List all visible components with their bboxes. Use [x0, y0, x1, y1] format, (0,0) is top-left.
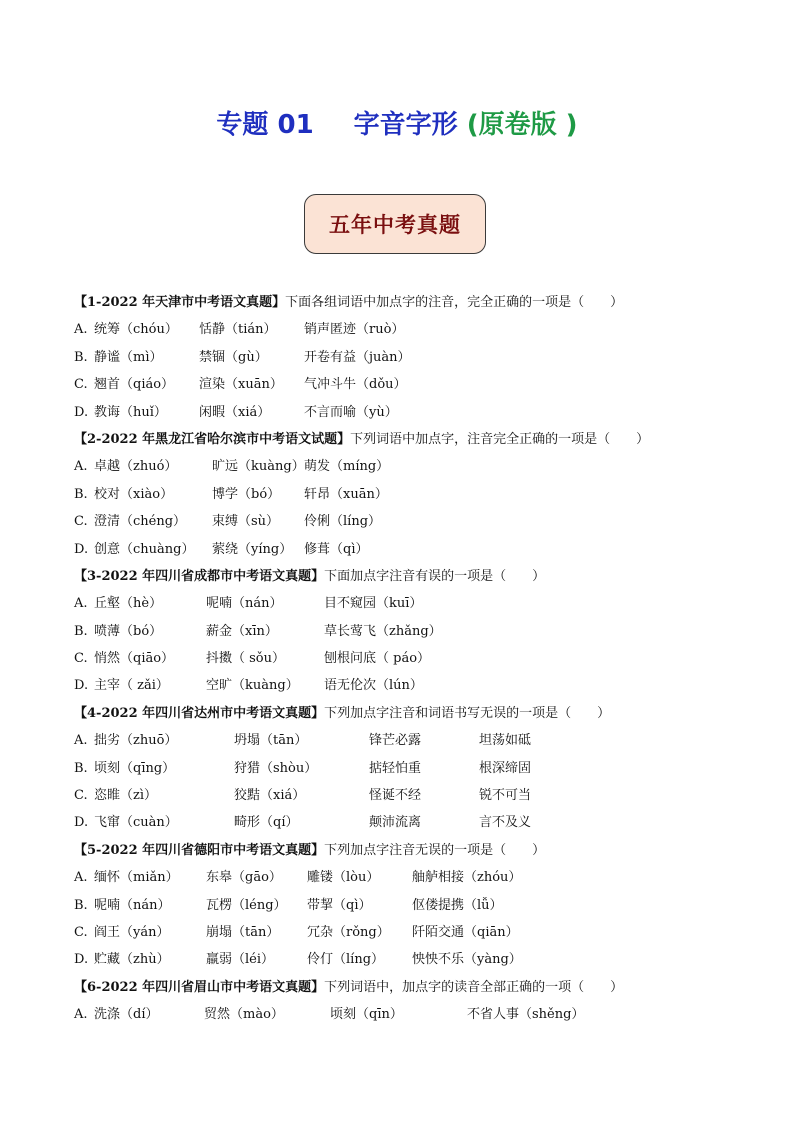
option-letter: D.: [74, 404, 89, 420]
question-list: [74, 289, 754, 1029]
question-stem: 下列加点字注音和词语书写无误的一项是（ ）: [324, 705, 611, 721]
option-term: 掂轻怕重: [369, 760, 422, 776]
option-term: 瓦楞（léng）: [206, 897, 287, 913]
option-letter: C.: [74, 651, 88, 667]
option-term: 教诲（huǐ）: [94, 404, 167, 420]
option-term: 旷远（kuàng）: [212, 459, 305, 475]
option-term: 伶仃（líng）: [307, 952, 385, 968]
option-term: 草长莺飞（zhǎng）: [324, 623, 442, 639]
question-source: 【3-2022 年四川省成都市中考语文真题】: [74, 568, 325, 584]
question-stem: 下列词语中加点字，注音完全正确的一项是（ ）: [350, 431, 650, 447]
option-term: 锐不可当: [479, 788, 532, 804]
option-term: 静谧（mì）: [94, 349, 163, 365]
question-source: 【5-2022 年四川省德阳市中考语文真题】: [74, 842, 325, 858]
option-term: 顷刻（qīn）: [330, 1007, 403, 1023]
option-term: 畸形（qí）: [234, 815, 299, 831]
option-term: 根深缔固: [479, 760, 532, 776]
option-term: 翘首（qiáo）: [94, 377, 175, 393]
option-term: 校对（xiào）: [94, 486, 174, 502]
answer-option[interactable]: [74, 755, 754, 782]
answer-option[interactable]: [74, 590, 754, 617]
option-term: 渲染（xuān）: [199, 377, 283, 393]
answer-option[interactable]: [74, 481, 754, 508]
option-term: 澄清（chéng）: [94, 514, 187, 530]
option-term: 恬静（tián）: [199, 322, 277, 338]
option-term: 冗杂（rǒng）: [307, 924, 390, 940]
option-letter: C.: [74, 377, 88, 393]
answer-option[interactable]: [74, 371, 754, 398]
option-term: 羸弱（léi）: [206, 952, 275, 968]
option-letter: A.: [74, 459, 88, 475]
option-term: 销声匿迹（ruò）: [304, 322, 405, 338]
option-term: 坦荡如砥: [479, 733, 532, 749]
option-letter: D.: [74, 678, 89, 694]
option-term: 薪金（xīn）: [206, 623, 278, 639]
answer-option[interactable]: [74, 1001, 754, 1028]
option-term: 东皋（gāo）: [206, 870, 282, 886]
option-term: 抖擞（ sǒu）: [206, 651, 286, 667]
answer-option[interactable]: [74, 453, 754, 480]
option-letter: B.: [74, 760, 88, 776]
option-term: 修葺（qì）: [304, 541, 369, 557]
option-term: 阎王（yán）: [94, 924, 170, 940]
question-source: 【6-2022 年四川省眉山市中考语文真题】: [74, 979, 325, 995]
section-badge: 五年中考真题: [304, 194, 486, 254]
answer-option[interactable]: [74, 316, 754, 343]
option-term: 轩昂（xuān）: [304, 486, 388, 502]
option-term: 束缚（sù）: [212, 514, 280, 530]
option-letter: D.: [74, 541, 89, 557]
option-term: 伛偻提携（lǚ）: [412, 897, 503, 913]
option-term: 雕镂（lòu）: [307, 870, 380, 886]
option-term: 闲暇（xiá）: [199, 404, 271, 420]
option-term: 目不窥园（kuī）: [324, 596, 423, 612]
answer-option[interactable]: [74, 344, 754, 371]
answer-option[interactable]: [74, 399, 754, 426]
question-header: [74, 974, 754, 1001]
answer-option[interactable]: [74, 508, 754, 535]
option-term: 崩塌（tān）: [206, 924, 280, 940]
option-term: 主宰（ zǎi）: [94, 678, 169, 694]
option-term: 坍塌（tān）: [234, 733, 308, 749]
option-term: 贮藏（zhù）: [94, 952, 170, 968]
option-term: 恣睢（zì）: [94, 788, 158, 804]
option-term: 空旷（kuàng）: [206, 678, 299, 694]
option-letter: A.: [74, 322, 88, 338]
option-term: 飞窜（cuàn）: [94, 815, 178, 831]
option-letter: A.: [74, 870, 88, 886]
option-term: 呢喃（nán）: [94, 897, 171, 913]
option-term: 狩猎（shòu）: [234, 760, 318, 776]
page-title: [0, 104, 794, 141]
option-letter: D.: [74, 952, 89, 968]
question-source: 【4-2022 年四川省达州市中考语文真题】: [74, 705, 325, 721]
title-part1: 专题 01: [216, 110, 314, 140]
option-letter: A.: [74, 1007, 88, 1023]
title-part3: (原卷版 ): [466, 110, 578, 140]
option-letter: C.: [74, 924, 88, 940]
option-term: 舳舻相接（zhóu）: [412, 870, 522, 886]
option-term: 禁锢（gù）: [199, 349, 268, 365]
option-term: 狡黠（xiá）: [234, 788, 306, 804]
option-term: 贸然（mào）: [204, 1007, 284, 1023]
option-term: 萌发（míng）: [304, 459, 390, 475]
question-header: [74, 563, 754, 590]
option-letter: C.: [74, 514, 88, 530]
question-stem: 下面加点字注音有误的一项是（ ）: [324, 568, 546, 584]
option-term: 创意（chuàng）: [94, 541, 195, 557]
answer-option[interactable]: [74, 536, 754, 563]
option-letter: A.: [74, 596, 88, 612]
question-header: [74, 837, 754, 864]
option-term: 喷薄（bó）: [94, 623, 163, 639]
answer-option[interactable]: [74, 809, 754, 836]
option-term: 开卷有益（juàn）: [304, 349, 411, 365]
option-term: 丘壑（hè）: [94, 596, 163, 612]
option-term: 缅怀（miǎn）: [94, 870, 179, 886]
option-term: 呢喃（nán）: [206, 596, 283, 612]
option-term: 洗涤（dí）: [94, 1007, 159, 1023]
answer-option[interactable]: [74, 645, 754, 672]
option-term: 怏怏不乐（yàng）: [412, 952, 522, 968]
option-term: 萦绕（yíng）: [212, 541, 293, 557]
answer-option[interactable]: [74, 864, 754, 891]
question-source: 【2-2022 年黑龙江省哈尔滨市中考语文试题】: [74, 431, 351, 447]
option-letter: B.: [74, 897, 88, 913]
option-term: 不言而喻（yù）: [304, 404, 398, 420]
question-stem: 下面各组词语中加点字的注音，完全正确的一项是（ ）: [285, 295, 624, 310]
option-letter: B.: [74, 486, 88, 502]
option-term: 不省人事（shěng）: [467, 1007, 585, 1023]
option-term: 伶俐（líng）: [304, 514, 382, 530]
answer-option[interactable]: [74, 618, 754, 645]
option-term: 悄然（qiāo）: [94, 651, 175, 667]
question-source: 【1-2022 年天津市中考语文真题】: [74, 295, 286, 310]
option-term: 带挈（qì）: [307, 897, 372, 913]
option-term: 气冲斗牛（dǒu）: [304, 377, 407, 393]
option-term: 统筹（chóu）: [94, 322, 178, 338]
question-stem: 下列词语中，加点字的读音全部正确的一项（ ）: [324, 979, 624, 995]
answer-option[interactable]: [74, 946, 754, 973]
option-term: 博学（bó）: [212, 486, 281, 502]
option-letter: B.: [74, 623, 88, 639]
option-letter: A.: [74, 733, 88, 749]
answer-option[interactable]: [74, 892, 754, 919]
question-stem: 下列加点字注音无误的一项是（ ）: [324, 842, 546, 858]
option-term: 锋芒必露: [369, 733, 422, 749]
option-letter: D.: [74, 815, 89, 831]
option-term: 阡陌交通（qiān）: [412, 924, 519, 940]
answer-option[interactable]: [74, 919, 754, 946]
answer-option[interactable]: [74, 782, 754, 809]
question-header: [74, 426, 754, 453]
option-term: 颠沛流离: [369, 815, 422, 831]
option-term: 语无伦次（lún）: [324, 678, 423, 694]
option-letter: C.: [74, 788, 88, 804]
answer-option[interactable]: [74, 672, 754, 699]
option-term: 卓越（zhuó）: [94, 459, 178, 475]
answer-option[interactable]: [74, 727, 754, 754]
option-term: 顷刻（qīng）: [94, 760, 176, 776]
option-term: 怪诞不经: [369, 788, 422, 804]
question-header: [74, 289, 754, 316]
option-term: 刨根问底（ páo）: [324, 651, 431, 667]
option-letter: B.: [74, 349, 88, 365]
option-term: 拙劣（zhuō）: [94, 733, 178, 749]
option-term: 言不及义: [479, 815, 532, 831]
question-header: [74, 700, 754, 727]
title-part2: 字音字形: [353, 110, 458, 140]
